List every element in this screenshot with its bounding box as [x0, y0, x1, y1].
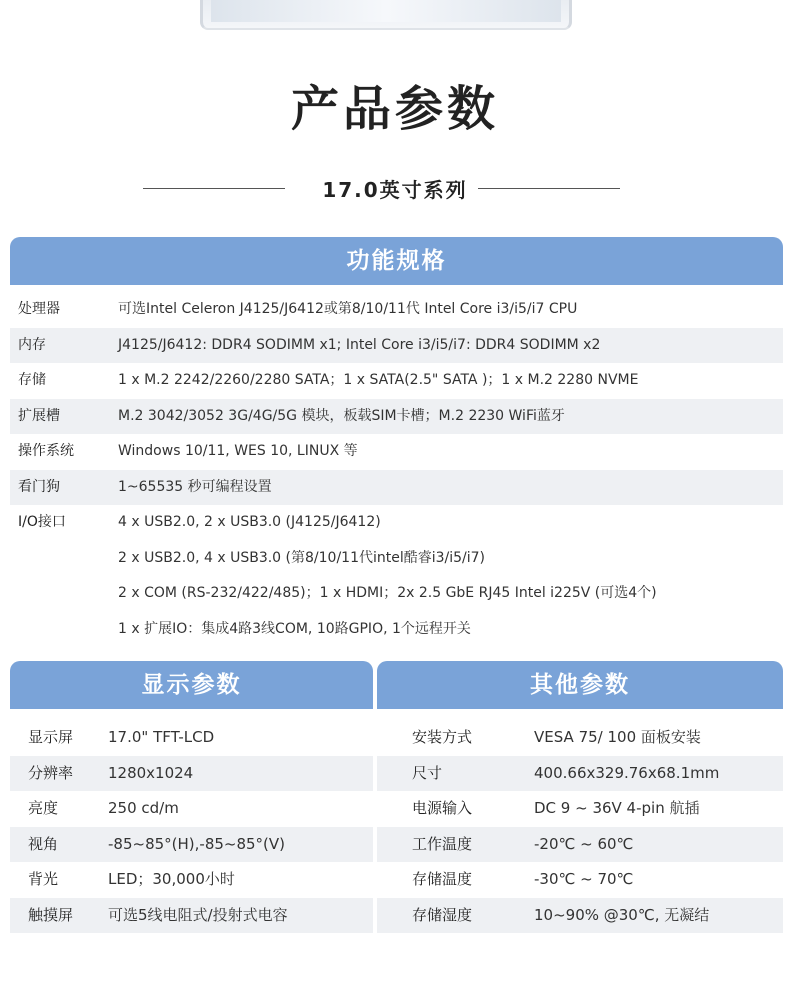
- display-table: [10, 720, 373, 933]
- spec-label: 内存: [18, 336, 46, 353]
- display-label: 背光: [28, 870, 59, 888]
- display-header: 显示参数: [10, 661, 373, 709]
- table-row: [10, 541, 783, 577]
- other-label: 存储湿度: [412, 905, 473, 924]
- table-row: [377, 791, 783, 827]
- subtitle-divider-right: [478, 188, 620, 189]
- features-header: 功能规格: [10, 237, 783, 285]
- spec-value: 4 x USB2.0, 2 x USB3.0 (J4125/J6412): [118, 514, 381, 530]
- other-value: -30℃ ~ 70℃: [534, 870, 634, 888]
- display-value: 17.0" TFT-LCD: [108, 728, 215, 746]
- table-row: [377, 862, 783, 898]
- display-value: 250 cd/m: [108, 799, 179, 817]
- other-value: 400.66x329.76x68.1mm: [534, 763, 720, 782]
- spec-label: 处理器: [18, 301, 60, 317]
- table-row: [10, 328, 783, 364]
- display-label: 显示屏: [28, 728, 74, 746]
- display-value: 1280x1024: [108, 763, 194, 782]
- spec-label: 看门狗: [18, 478, 60, 495]
- other-label: 电源输入: [412, 799, 473, 817]
- table-row: [10, 827, 373, 863]
- other-value: VESA 75/ 100 面板安装: [534, 728, 701, 746]
- page-title: 产品参数: [290, 81, 499, 137]
- table-row: [10, 720, 373, 756]
- spec-value: J4125/J6412: DDR4 SODIMM x1; Intel Core i3/i5/i7: DDR4 SODIMM x2: [118, 336, 601, 353]
- other-table: [377, 720, 783, 933]
- display-value: 可选5线电阻式/投射式电容: [108, 905, 288, 924]
- table-row: [10, 434, 783, 470]
- product-photo: [200, 0, 572, 30]
- display-label: 触摸屏: [28, 905, 74, 924]
- table-row: [10, 363, 783, 399]
- other-value: 10~90% @30℃, 无凝结: [534, 905, 710, 924]
- other-value: DC 9 ~ 36V 4-pin 航插: [534, 799, 700, 817]
- table-row: [10, 576, 783, 612]
- table-row: [10, 612, 783, 648]
- spec-value: 2 x COM (RS-232/422/485)；1 x HDMI；2x 2.5 GbE RJ45 Intel i225V (可选4个): [118, 585, 657, 601]
- spec-value: 1 x M.2 2242/2260/2280 SATA；1 x SATA(2.5" SATA )；1 x M.2 2280 NVME: [118, 372, 639, 388]
- table-row: [10, 756, 373, 792]
- other-label: 尺寸: [412, 763, 443, 782]
- other-label: 安装方式: [412, 728, 473, 746]
- table-row: [10, 791, 373, 827]
- spec-label: 扩展槽: [18, 407, 60, 424]
- display-label: 亮度: [28, 799, 59, 817]
- spec-label: 操作系统: [18, 443, 74, 459]
- other-label: 存储温度: [412, 870, 473, 888]
- table-row: [10, 292, 783, 328]
- product-screen: [211, 0, 561, 22]
- spec-value: 2 x USB2.0, 4 x USB3.0 (第8/10/11代intel酷睿i3/i5/i7): [118, 549, 486, 566]
- other-label: 工作温度: [412, 834, 473, 853]
- table-row: [10, 505, 783, 541]
- spec-label: I/O接口: [18, 514, 66, 530]
- table-row: [377, 720, 783, 756]
- display-value: LED；30,000小时: [108, 870, 235, 888]
- subtitle-block: [0, 174, 790, 202]
- spec-value: 1~65535 秒可编程设置: [118, 478, 272, 495]
- table-row: [377, 898, 783, 934]
- spec-label: 存储: [18, 372, 46, 388]
- table-row: [10, 470, 783, 506]
- series-subtitle: 17.0英寸系列: [322, 178, 468, 202]
- other-value: -20℃ ~ 60℃: [534, 834, 634, 853]
- spec-value: Windows 10/11, WES 10, LINUX 等: [118, 443, 358, 459]
- display-value: -85~85°(H),-85~85°(V): [108, 834, 286, 853]
- display-label: 分辨率: [28, 763, 74, 782]
- table-row: [377, 827, 783, 863]
- display-label: 视角: [28, 834, 59, 853]
- table-row: [10, 898, 373, 934]
- other-header: 其他参数: [377, 661, 783, 709]
- table-row: [10, 862, 373, 898]
- table-row: [10, 399, 783, 435]
- features-table: [10, 292, 783, 647]
- spec-value: M.2 3042/3052 3G/4G/5G 模块，板载SIM卡槽；M.2 2230 WiFi蓝牙: [118, 407, 565, 424]
- spec-value: 1 x 扩展IO：集成4路3线COM, 10路GPIO, 1个远程开关: [118, 620, 471, 637]
- table-row: [377, 756, 783, 792]
- spec-value: 可选Intel Celeron J4125/J6412或第8/10/11代 Intel Core i3/i5/i7 CPU: [118, 301, 578, 317]
